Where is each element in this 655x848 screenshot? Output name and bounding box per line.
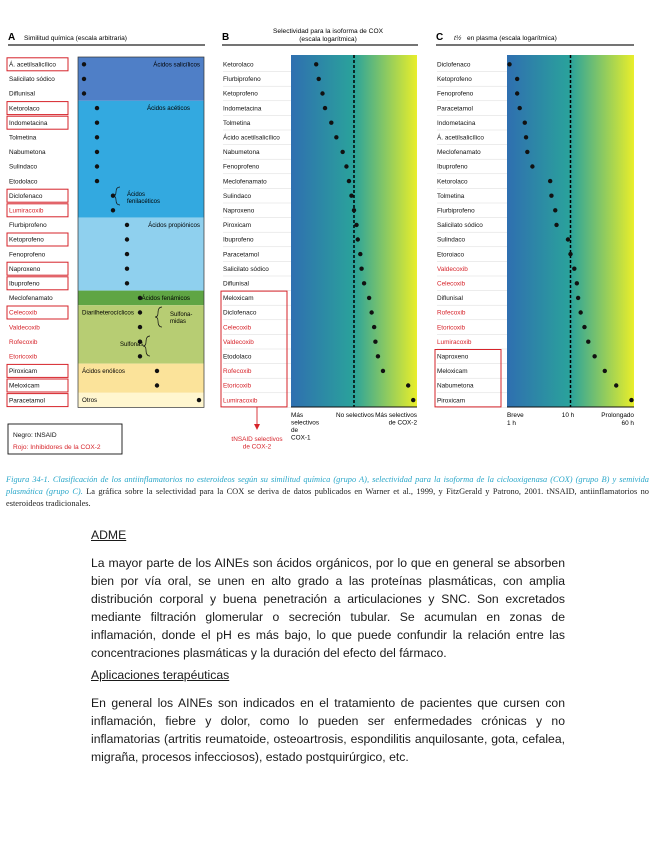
caption-lead: Figura 34-1. Clasificación de los antiinflamatorios no esteroideos según su similitud química (grupo A), selectividad para la isoforma de la ciclooxigenasa (COX) (grupo B) y semivida plasmática (grupo C). bbox=[6, 475, 649, 496]
dot bbox=[603, 369, 607, 373]
dot bbox=[524, 135, 528, 139]
drug-label: Ibuprofeno bbox=[437, 163, 468, 171]
panel-a-drug-list bbox=[7, 58, 68, 407]
panel-a-title: Similitud química (escala arbitraria) bbox=[24, 35, 127, 42]
legend-black: Negro: tNSAID bbox=[13, 432, 57, 439]
drug-label: Salicilato sódico bbox=[223, 265, 269, 273]
dot bbox=[376, 354, 380, 358]
panel-a-dot bbox=[82, 62, 86, 66]
panel-b-xlabel-right: Más selectivos de COX-2 bbox=[375, 412, 417, 427]
drug-label: Flurbiprofeno bbox=[223, 76, 261, 84]
panel-a-drug: Meloxicam bbox=[9, 382, 40, 390]
drug-label: Indometacina bbox=[223, 105, 262, 113]
panel-a-letter: A bbox=[8, 32, 16, 43]
panel-a-drug: Etoricoxib bbox=[9, 353, 38, 361]
panel-c-xlabel-mid: 10 h bbox=[561, 412, 575, 419]
dot bbox=[572, 267, 576, 271]
dot bbox=[358, 252, 362, 256]
dot bbox=[354, 223, 358, 227]
drug-label: Paracetamol bbox=[437, 105, 473, 113]
group-label-6: Otros bbox=[82, 397, 98, 405]
group-label-3: Ácidos fenámicos bbox=[141, 294, 190, 302]
panel-a-dot bbox=[95, 121, 99, 125]
drug-label: Naproxeno bbox=[223, 207, 255, 215]
panel-a-drug: Ibuprofeno bbox=[9, 280, 40, 288]
dot bbox=[372, 325, 376, 329]
panel-b-annotation: tNSAID selectivos de COX-2 bbox=[231, 436, 283, 451]
dot bbox=[344, 164, 348, 168]
dot bbox=[523, 121, 527, 125]
drug-label: Fenoprofeno bbox=[223, 163, 260, 171]
dot bbox=[314, 62, 318, 66]
dot bbox=[411, 398, 415, 402]
panel-a-drug: Diclofenaco bbox=[9, 192, 43, 200]
group-label-2: Ácidos propiónicos bbox=[148, 221, 200, 229]
drug-label: Fenoprofeno bbox=[437, 90, 474, 98]
dot bbox=[367, 296, 371, 300]
dot bbox=[586, 340, 590, 344]
caption-body: La gráfica sobre la selectividad para la COX se deriva de datos publicados en Warner et al., 1999, y FitzGerald y Patrono, 2001. tNSAID, antiinflamatorios no esteroideos tradicionales. bbox=[6, 487, 649, 508]
dot bbox=[578, 310, 582, 314]
panel-b-xlabel-left: Más selectivos de COX-1 bbox=[291, 412, 320, 442]
dot bbox=[317, 77, 321, 81]
panel-a-dot bbox=[138, 325, 142, 329]
drug-label: Lumiracoxib bbox=[437, 338, 472, 346]
panel-a-drug: Sulindaco bbox=[9, 163, 38, 171]
dot bbox=[575, 281, 579, 285]
dot bbox=[369, 310, 373, 314]
dot bbox=[568, 252, 572, 256]
adme-heading: ADME bbox=[91, 528, 127, 542]
dot bbox=[349, 194, 353, 198]
panel-c-drug-list bbox=[435, 62, 507, 408]
panel-b-title-2: (escala logarítmica) bbox=[299, 36, 357, 43]
panel-a-drug: Salicilato sódico bbox=[9, 76, 55, 84]
aplicaciones-section bbox=[91, 666, 565, 766]
panel-a-dot bbox=[155, 383, 159, 387]
dot bbox=[352, 208, 356, 212]
group-label-1: Ácidos acéticos bbox=[147, 105, 190, 113]
drug-label: Tolmetina bbox=[223, 119, 251, 127]
aplicaciones-heading: Aplicaciones terapéuticas bbox=[91, 668, 230, 682]
drug-label: Diclofenaco bbox=[437, 61, 471, 69]
panel-a-dot bbox=[95, 150, 99, 154]
label-sulfonas: Sulfonas bbox=[120, 342, 144, 348]
drug-label: Etodolaco bbox=[223, 353, 252, 361]
panel-a-drug: Tolmetina bbox=[9, 134, 37, 142]
panel-a-drug: Meclofenamato bbox=[9, 295, 53, 303]
panel-a-dot bbox=[125, 252, 129, 256]
drug-label: Ketoprofeno bbox=[437, 76, 472, 84]
drug-label: Tolmetina bbox=[437, 192, 465, 200]
dot bbox=[507, 62, 511, 66]
dot bbox=[566, 237, 570, 241]
panel-c-thalf: t½ bbox=[454, 35, 462, 42]
panel-a-dot bbox=[95, 179, 99, 183]
dot bbox=[323, 106, 327, 110]
drug-label: Meloxicam bbox=[223, 295, 254, 303]
dot bbox=[362, 281, 366, 285]
panel-a-drug: Lumiracoxib bbox=[9, 207, 44, 215]
dot bbox=[381, 369, 385, 373]
drug-label: Paracetamol bbox=[223, 251, 259, 259]
drug-label: Etoricoxib bbox=[437, 324, 466, 332]
panel-c-title: en plasma (escala logarítmica) bbox=[467, 35, 557, 42]
dot bbox=[592, 354, 596, 358]
dot bbox=[329, 121, 333, 125]
panel-a-drug: Ketoprofeno bbox=[9, 236, 44, 244]
panel-a-drug: Valdecoxib bbox=[9, 324, 40, 332]
panel-a-dot bbox=[155, 369, 159, 373]
aplicaciones-text: En general los AINEs son indicados en el tratamiento de pacientes que cursen con inflamación, fiebre y dolor, como lo pueden ser enfermedades crónicas y no inflamatorias (artritis reumatoide, osteoartrosis, espondilitis anquilosante, gota, cefalea, migraña, procesos infecciosos), estado postquirúrgico, etc. bbox=[91, 696, 565, 764]
panel-a-drug: Celecoxib bbox=[9, 309, 38, 317]
panel-a-dot bbox=[197, 398, 201, 402]
group-label-0: Ácidos salicílicos bbox=[153, 61, 200, 69]
group-label-4: Diarilheterocíclicos bbox=[82, 309, 134, 317]
dot bbox=[515, 91, 519, 95]
panel-a-dot bbox=[95, 164, 99, 168]
dot bbox=[518, 106, 522, 110]
drug-label: Naproxeno bbox=[437, 353, 469, 361]
panel-a-dot bbox=[125, 223, 129, 227]
label-sulfonamidas: Sulfona-midas bbox=[170, 312, 193, 325]
panel-b-title-1: Selectividad para la isoforma de COX bbox=[273, 28, 383, 35]
drug-label: Celecoxib bbox=[223, 324, 252, 332]
drug-label: Nabumetona bbox=[223, 149, 260, 157]
drug-label: Indometacina bbox=[437, 119, 476, 127]
drug-label: Etoricoxib bbox=[223, 382, 252, 390]
panel-c-xlabel-left: Breve bbox=[507, 412, 524, 419]
panel-c-letter: C bbox=[436, 32, 444, 43]
panel-a-drug: Naproxeno bbox=[9, 265, 41, 273]
legend-red: Rojo: Inhibidores de la COX-2 bbox=[13, 444, 101, 451]
panel-a-dot bbox=[95, 106, 99, 110]
panel-a-dot bbox=[138, 354, 142, 358]
panel-a-dot bbox=[95, 135, 99, 139]
dot bbox=[549, 194, 553, 198]
panel-c bbox=[435, 32, 634, 427]
panel-a-drug: Diflunisal bbox=[9, 90, 35, 98]
dot bbox=[582, 325, 586, 329]
panel-a-dot bbox=[125, 281, 129, 285]
drug-label: Ketorolaco bbox=[223, 61, 254, 69]
panel-a-dot bbox=[125, 237, 129, 241]
drug-label: Meclofenamato bbox=[437, 149, 481, 157]
adme-text: La mayor parte de los AINEs son ácidos orgánicos, por lo que en general se absorben bien por vía oral, se unen en alto grado a las proteínas plasmáticas, con amplia distribución corporal y buena penetración a articulaciones y SNC. Son excretados mediante filtración glomerular o secreción tubular. Se acumulan en zonas de inflamación, donde el pH es más bajo, lo que puede confundir la relación entre las concentraciones plasmáticas y la duración del efecto del fármaco. bbox=[91, 556, 565, 660]
dot bbox=[373, 340, 377, 344]
drug-label: Diflunisal bbox=[437, 295, 463, 303]
drug-label: Flurbiprofeno bbox=[437, 207, 475, 215]
panel-a-dot bbox=[111, 208, 115, 212]
panel-a-dot bbox=[138, 310, 142, 314]
drug-label: Ácido acetilsalicílico bbox=[223, 134, 280, 142]
drug-label: Meclofenamato bbox=[223, 178, 267, 186]
panel-a-drug: Piroxicam bbox=[9, 368, 38, 376]
dot bbox=[553, 208, 557, 212]
dot bbox=[406, 383, 410, 387]
drug-label: Valdecoxib bbox=[223, 338, 254, 346]
dot bbox=[334, 135, 338, 139]
dot bbox=[359, 267, 363, 271]
drug-label: Nabumetona bbox=[437, 382, 474, 390]
drug-label: Etoroiaco bbox=[437, 251, 464, 259]
drug-label: Celecoxib bbox=[437, 280, 466, 288]
label-fenilaceticos: Ácidos fenilacéticos bbox=[127, 192, 161, 205]
drug-label: Lumiracoxib bbox=[223, 397, 258, 405]
dot bbox=[614, 383, 618, 387]
panel-a bbox=[7, 32, 205, 454]
panel-a-drug: Ketorolaco bbox=[9, 105, 40, 113]
drug-label: Sulindaco bbox=[223, 192, 252, 200]
panel-a-drug: Nabumetona bbox=[9, 149, 46, 157]
drug-label: Meloxicam bbox=[437, 368, 468, 376]
panel-a-drug: Rofecoxib bbox=[9, 338, 38, 346]
panel-b-drug-list bbox=[221, 62, 291, 408]
drug-label: Ketorolaco bbox=[437, 178, 468, 186]
panel-c-xlabel-right: Prolongado bbox=[601, 412, 634, 419]
panel-a-drug: Flurbiprofeno bbox=[9, 222, 47, 230]
drug-label: Sulindaco bbox=[437, 236, 466, 244]
dot bbox=[554, 223, 558, 227]
dot bbox=[356, 237, 360, 241]
drug-label: Á. acetilsalicílico bbox=[437, 134, 484, 142]
panel-a-dot bbox=[82, 77, 86, 81]
panel-a-dot bbox=[125, 267, 129, 271]
panel-a-drug: Paracetamol bbox=[9, 397, 45, 405]
drug-label: Diclofenaco bbox=[223, 309, 257, 317]
adme-section bbox=[91, 526, 565, 662]
group-label-5: Ácidos enólicos bbox=[82, 367, 125, 375]
dot bbox=[340, 150, 344, 154]
panel-a-drug: Fenoprofeno bbox=[9, 251, 46, 259]
panel-b-xlabel-mid: No selectivos bbox=[335, 412, 375, 419]
drug-label: Piroxicam bbox=[223, 222, 252, 230]
drug-label: Salicilato sódico bbox=[437, 222, 483, 230]
panel-b bbox=[221, 28, 418, 451]
panel-a-drug: Á. acetilsalicílico bbox=[9, 61, 56, 69]
drug-label: Ibuprofeno bbox=[223, 236, 254, 244]
panel-a-dot bbox=[82, 91, 86, 95]
drug-label: Valdecoxib bbox=[437, 265, 468, 273]
drug-label: Diflunisal bbox=[223, 280, 249, 288]
figure-caption bbox=[6, 474, 649, 510]
dot bbox=[515, 77, 519, 81]
panel-c-xlabel-right2: 60 h bbox=[621, 420, 634, 427]
dot bbox=[530, 164, 534, 168]
drug-label: Piroxicam bbox=[437, 397, 466, 405]
dot bbox=[576, 296, 580, 300]
panel-c-xlabel-left2: 1 h bbox=[507, 420, 516, 427]
drug-label: Ketoprofeno bbox=[223, 90, 258, 98]
panel-b-letter: B bbox=[222, 32, 230, 43]
panel-a-drug: Etodolaco bbox=[9, 178, 38, 186]
dot bbox=[525, 150, 529, 154]
dot bbox=[629, 398, 633, 402]
dot bbox=[347, 179, 351, 183]
drug-label: Rofecoxib bbox=[223, 368, 252, 376]
panel-a-drug: Indometacina bbox=[9, 119, 48, 127]
dot bbox=[320, 91, 324, 95]
dot bbox=[548, 179, 552, 183]
drug-label: Rofecoxib bbox=[437, 309, 466, 317]
